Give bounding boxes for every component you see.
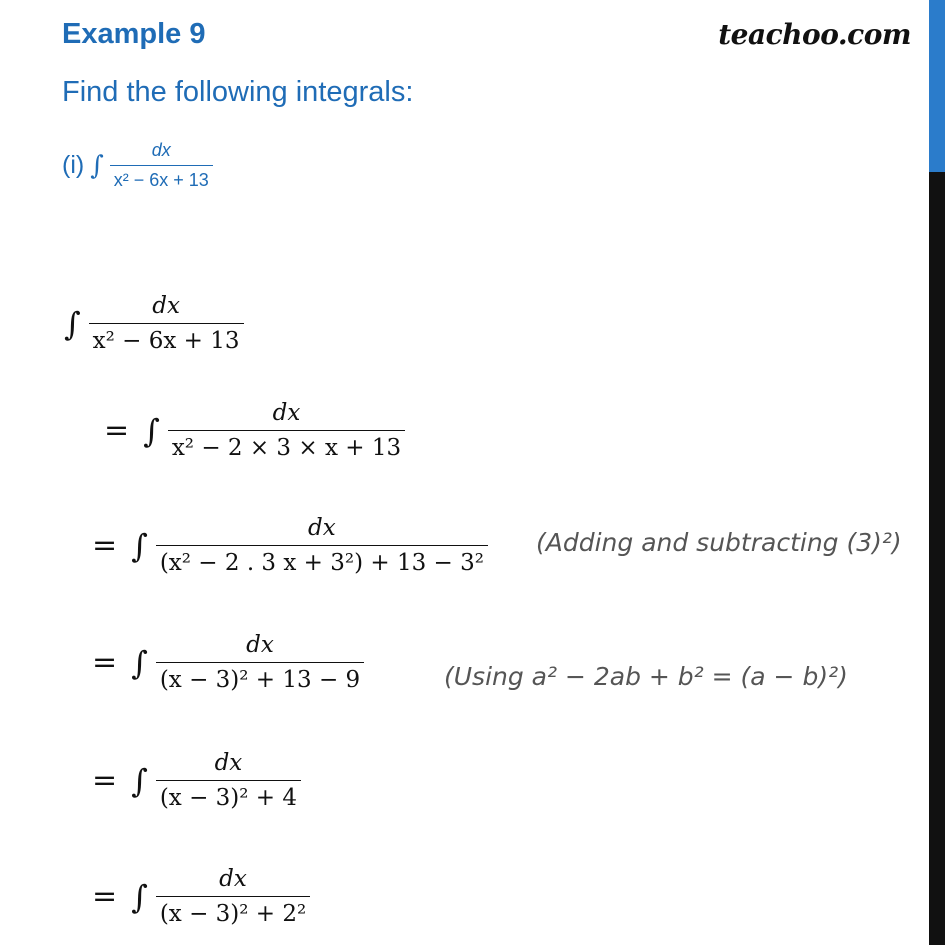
- step-numerator: dx: [308, 515, 336, 541]
- step-fraction: [156, 515, 488, 576]
- integral-sign: ∫: [131, 526, 148, 565]
- step-2-note: (Adding and subtracting (3)²): [536, 528, 902, 557]
- step-denominator: (x² − 2 . 3 x + 3²) + 13 − 3²: [156, 545, 488, 576]
- solution-step-3: [92, 632, 364, 693]
- integral-sign: ∫: [143, 411, 160, 450]
- step-denominator: (x − 3)² + 4: [156, 780, 301, 811]
- step-numerator: dx: [246, 632, 274, 658]
- step-fraction: [168, 400, 405, 461]
- step-fraction: [89, 293, 244, 354]
- step-fraction: [156, 632, 364, 693]
- step-3-note: (Using a² − 2ab + b² = (a − b)²): [444, 662, 848, 691]
- step-denominator: x² − 6x + 13: [89, 323, 244, 354]
- step-denominator: x² − 2 × 3 × x + 13: [168, 430, 405, 461]
- solution-step-0: [64, 293, 244, 354]
- equals-sign: =: [92, 528, 118, 563]
- solution-step-1: [104, 400, 405, 461]
- step-fraction: [156, 750, 301, 811]
- equals-sign: =: [92, 645, 118, 680]
- question-fraction: [110, 140, 213, 191]
- step-numerator: dx: [219, 866, 247, 892]
- solution-step-5: [92, 866, 310, 927]
- integral-sign: ∫: [131, 643, 148, 682]
- integral-sign: ∫: [64, 304, 81, 343]
- question-denominator: x² − 6x + 13: [110, 165, 213, 191]
- example-title: Example 9: [62, 18, 206, 50]
- integral-sign: ∫: [131, 761, 148, 800]
- step-fraction: [156, 866, 310, 927]
- step-denominator: (x − 3)² + 13 − 9: [156, 662, 364, 693]
- equals-sign: =: [104, 413, 130, 448]
- brand-logo: teachoo.com: [718, 18, 911, 51]
- step-numerator: dx: [272, 400, 301, 426]
- question-prompt: Find the following integrals:: [62, 76, 414, 108]
- solution-step-2: [92, 515, 488, 576]
- integral-sign: ∫: [90, 150, 104, 181]
- step-numerator: dx: [152, 293, 180, 319]
- equals-sign: =: [92, 763, 118, 798]
- step-denominator: (x − 3)² + 2²: [156, 896, 310, 927]
- solution-step-4: [92, 750, 301, 811]
- step-numerator: dx: [214, 750, 243, 776]
- scrollbar-thumb[interactable]: [929, 0, 945, 172]
- question-numerator: dx: [151, 140, 171, 160]
- part-label: (i): [62, 151, 85, 179]
- integral-sign: ∫: [131, 877, 148, 916]
- question-part-i: [62, 140, 213, 191]
- equals-sign: =: [92, 879, 118, 914]
